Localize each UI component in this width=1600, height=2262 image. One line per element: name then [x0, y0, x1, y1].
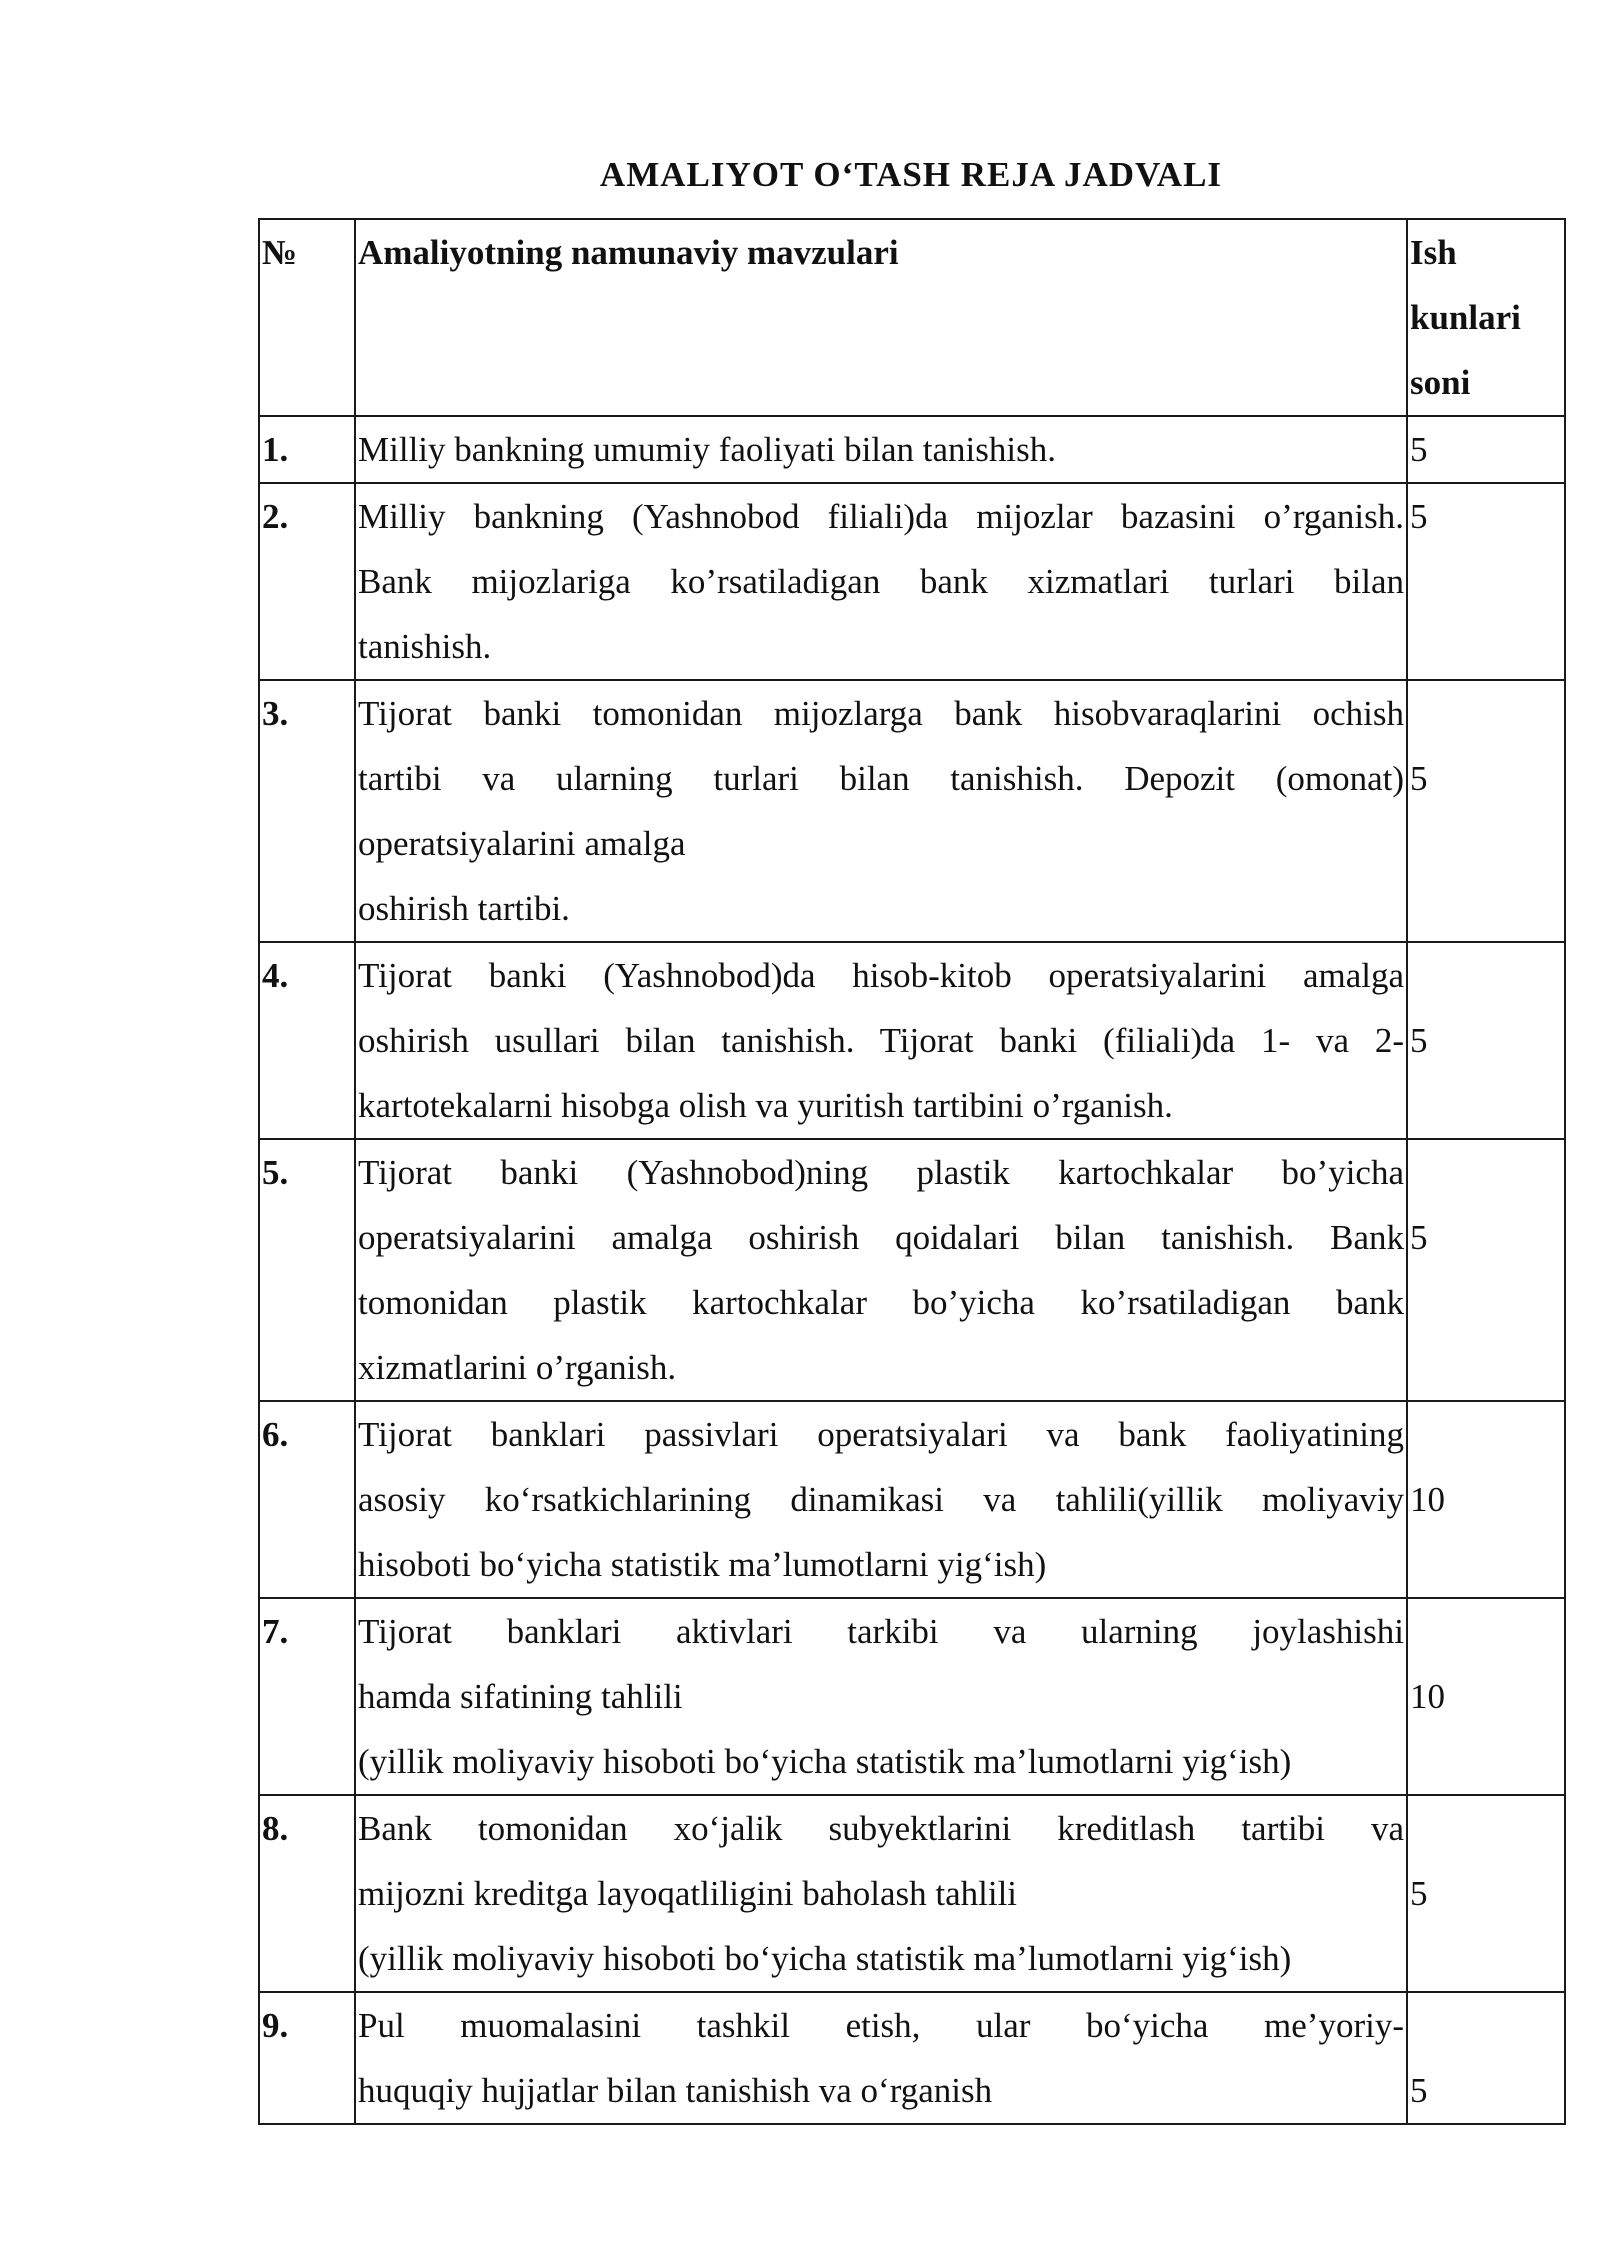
topic-line: Tijorat banki (Yashnobod)da hisob-kitob operatsiyalarini amalga [358, 956, 1404, 995]
work-days-value: 5 [1410, 1021, 1428, 1060]
table-header-row [259, 219, 1565, 416]
row-work-days [1407, 680, 1565, 942]
row-number: 2. [259, 483, 355, 680]
topic-line: tanishish. [358, 627, 492, 666]
row-number: 3. [259, 680, 355, 942]
topic-line: hamda sifatining tahlili [358, 1677, 683, 1716]
topic-line: Tijorat banki tomonidan mijozlarga bank hisobvaraqlarini ochish [358, 694, 1404, 733]
row-topic [355, 1795, 1407, 1992]
row-topic [355, 680, 1407, 942]
row-number: 4. [259, 942, 355, 1139]
topic-line: asosiy ko‘rsatkichlarining dinamikasi va tahlili(yillik moliyaviy [358, 1480, 1404, 1519]
work-days-value: 10 [1410, 1480, 1445, 1519]
topic-line: Pul muomalasini tashkil etish, ular bo‘yicha me’yoriy- [358, 2006, 1404, 2045]
topic-line: oshirish tartibi. [358, 889, 570, 928]
table-row [259, 1401, 1565, 1598]
row-number: 5. [259, 1139, 355, 1401]
work-days-value: 5 [1410, 497, 1428, 536]
work-days-value: 5 [1410, 2071, 1428, 2110]
work-days-value: 10 [1410, 1677, 1445, 1716]
table-row [259, 1139, 1565, 1401]
row-work-days [1407, 1795, 1565, 1992]
row-topic [355, 483, 1407, 680]
row-topic [355, 1139, 1407, 1401]
row-number: 8. [259, 1795, 355, 1992]
table-row [259, 483, 1565, 680]
header-number: № [259, 219, 355, 416]
row-work-days [1407, 1598, 1565, 1795]
topic-line: (yillik moliyaviy hisoboti bo‘yicha statistik ma’lumotlarni yig‘ish) [358, 1939, 1292, 1978]
table-row [259, 1598, 1565, 1795]
row-topic [355, 1992, 1407, 2124]
row-work-days [1407, 483, 1565, 680]
header-work-days-line: kunlari [1410, 298, 1521, 337]
row-topic [355, 416, 1407, 483]
topic-line: operatsiyalarini amalga [358, 824, 686, 863]
row-work-days [1407, 416, 1565, 483]
work-days-value: 5 [1410, 1874, 1428, 1913]
work-days-value: 5 [1410, 1218, 1428, 1257]
table-row [259, 942, 1565, 1139]
row-work-days [1407, 1401, 1565, 1598]
topic-line: Tijorat banklari aktivlari tarkibi va ularning joylashishi [358, 1612, 1404, 1651]
row-topic [355, 1401, 1407, 1598]
topic-line: tomonidan plastik kartochkalar bo’yicha ko’rsatiladigan bank [358, 1283, 1404, 1322]
topic-line: kartotekalarni hisobga olish va yuritish tartibini o’rganish. [358, 1086, 1173, 1125]
topic-line: Milliy bankning umumiy faoliyati bilan tanishish. [358, 430, 1057, 469]
table-row [259, 1795, 1565, 1992]
topic-line: huquqiy hujjatlar bilan tanishish va o‘rganish [358, 2071, 993, 2110]
topic-line: mijozni kreditga layoqatliligini baholash tahlili [358, 1874, 1018, 1913]
header-work-days-line: soni [1410, 363, 1471, 402]
table-row [259, 680, 1565, 942]
table-row [259, 416, 1565, 483]
topic-line: Milliy bankning (Yashnobod filiali)da mijozlar bazasini o’rganish. [358, 497, 1404, 536]
table-row [259, 1992, 1565, 2124]
work-days-value: 5 [1410, 759, 1428, 798]
topic-line: Bank mijozlariga ko’rsatiladigan bank xizmatlari turlari bilan [358, 562, 1404, 601]
row-work-days [1407, 1992, 1565, 2124]
topic-line: Tijorat banklari passivlari operatsiyalari va bank faoliyatining [358, 1415, 1404, 1454]
topic-line: tartibi va ularning turlari bilan tanishish. Depozit (omonat) [358, 759, 1404, 798]
row-number: 1. [259, 416, 355, 483]
row-topic [355, 942, 1407, 1139]
topic-line: (yillik moliyaviy hisoboti bo‘yicha statistik ma’lumotlarni yig‘ish) [358, 1742, 1292, 1781]
header-work-days-line: Ish [1410, 233, 1457, 272]
topic-line: Bank tomonidan xo‘jalik subyektlarini kreditlash tartibi va [358, 1809, 1404, 1848]
header-topic: Amaliyotning namunaviy mavzulari [355, 219, 1407, 416]
row-number: 7. [259, 1598, 355, 1795]
row-work-days [1407, 942, 1565, 1139]
table-body [259, 416, 1565, 2124]
row-number: 9. [259, 1992, 355, 2124]
document-title: AMALIYOT O‘TASH REJA JADVALI [599, 155, 1223, 194]
topic-line: Tijorat banki (Yashnobod)ning plastik kartochkalar bo’yicha [358, 1153, 1404, 1192]
header-work-days [1407, 219, 1565, 416]
topic-line: oshirish usullari bilan tanishish. Tijorat banki (filiali)da 1- va 2- [358, 1021, 1404, 1060]
topic-line: xizmatlarini o’rganish. [358, 1348, 677, 1387]
row-work-days [1407, 1139, 1565, 1401]
work-days-value: 5 [1410, 430, 1428, 469]
row-number: 6. [259, 1401, 355, 1598]
topic-line: operatsiyalarini amalga oshirish qoidalari bilan tanishish. Bank [358, 1218, 1404, 1257]
topic-line: hisoboti bo‘yicha statistik ma’lumotlarni yig‘ish) [358, 1545, 1047, 1584]
row-topic [355, 1598, 1407, 1795]
practice-plan-table [258, 218, 1566, 2125]
